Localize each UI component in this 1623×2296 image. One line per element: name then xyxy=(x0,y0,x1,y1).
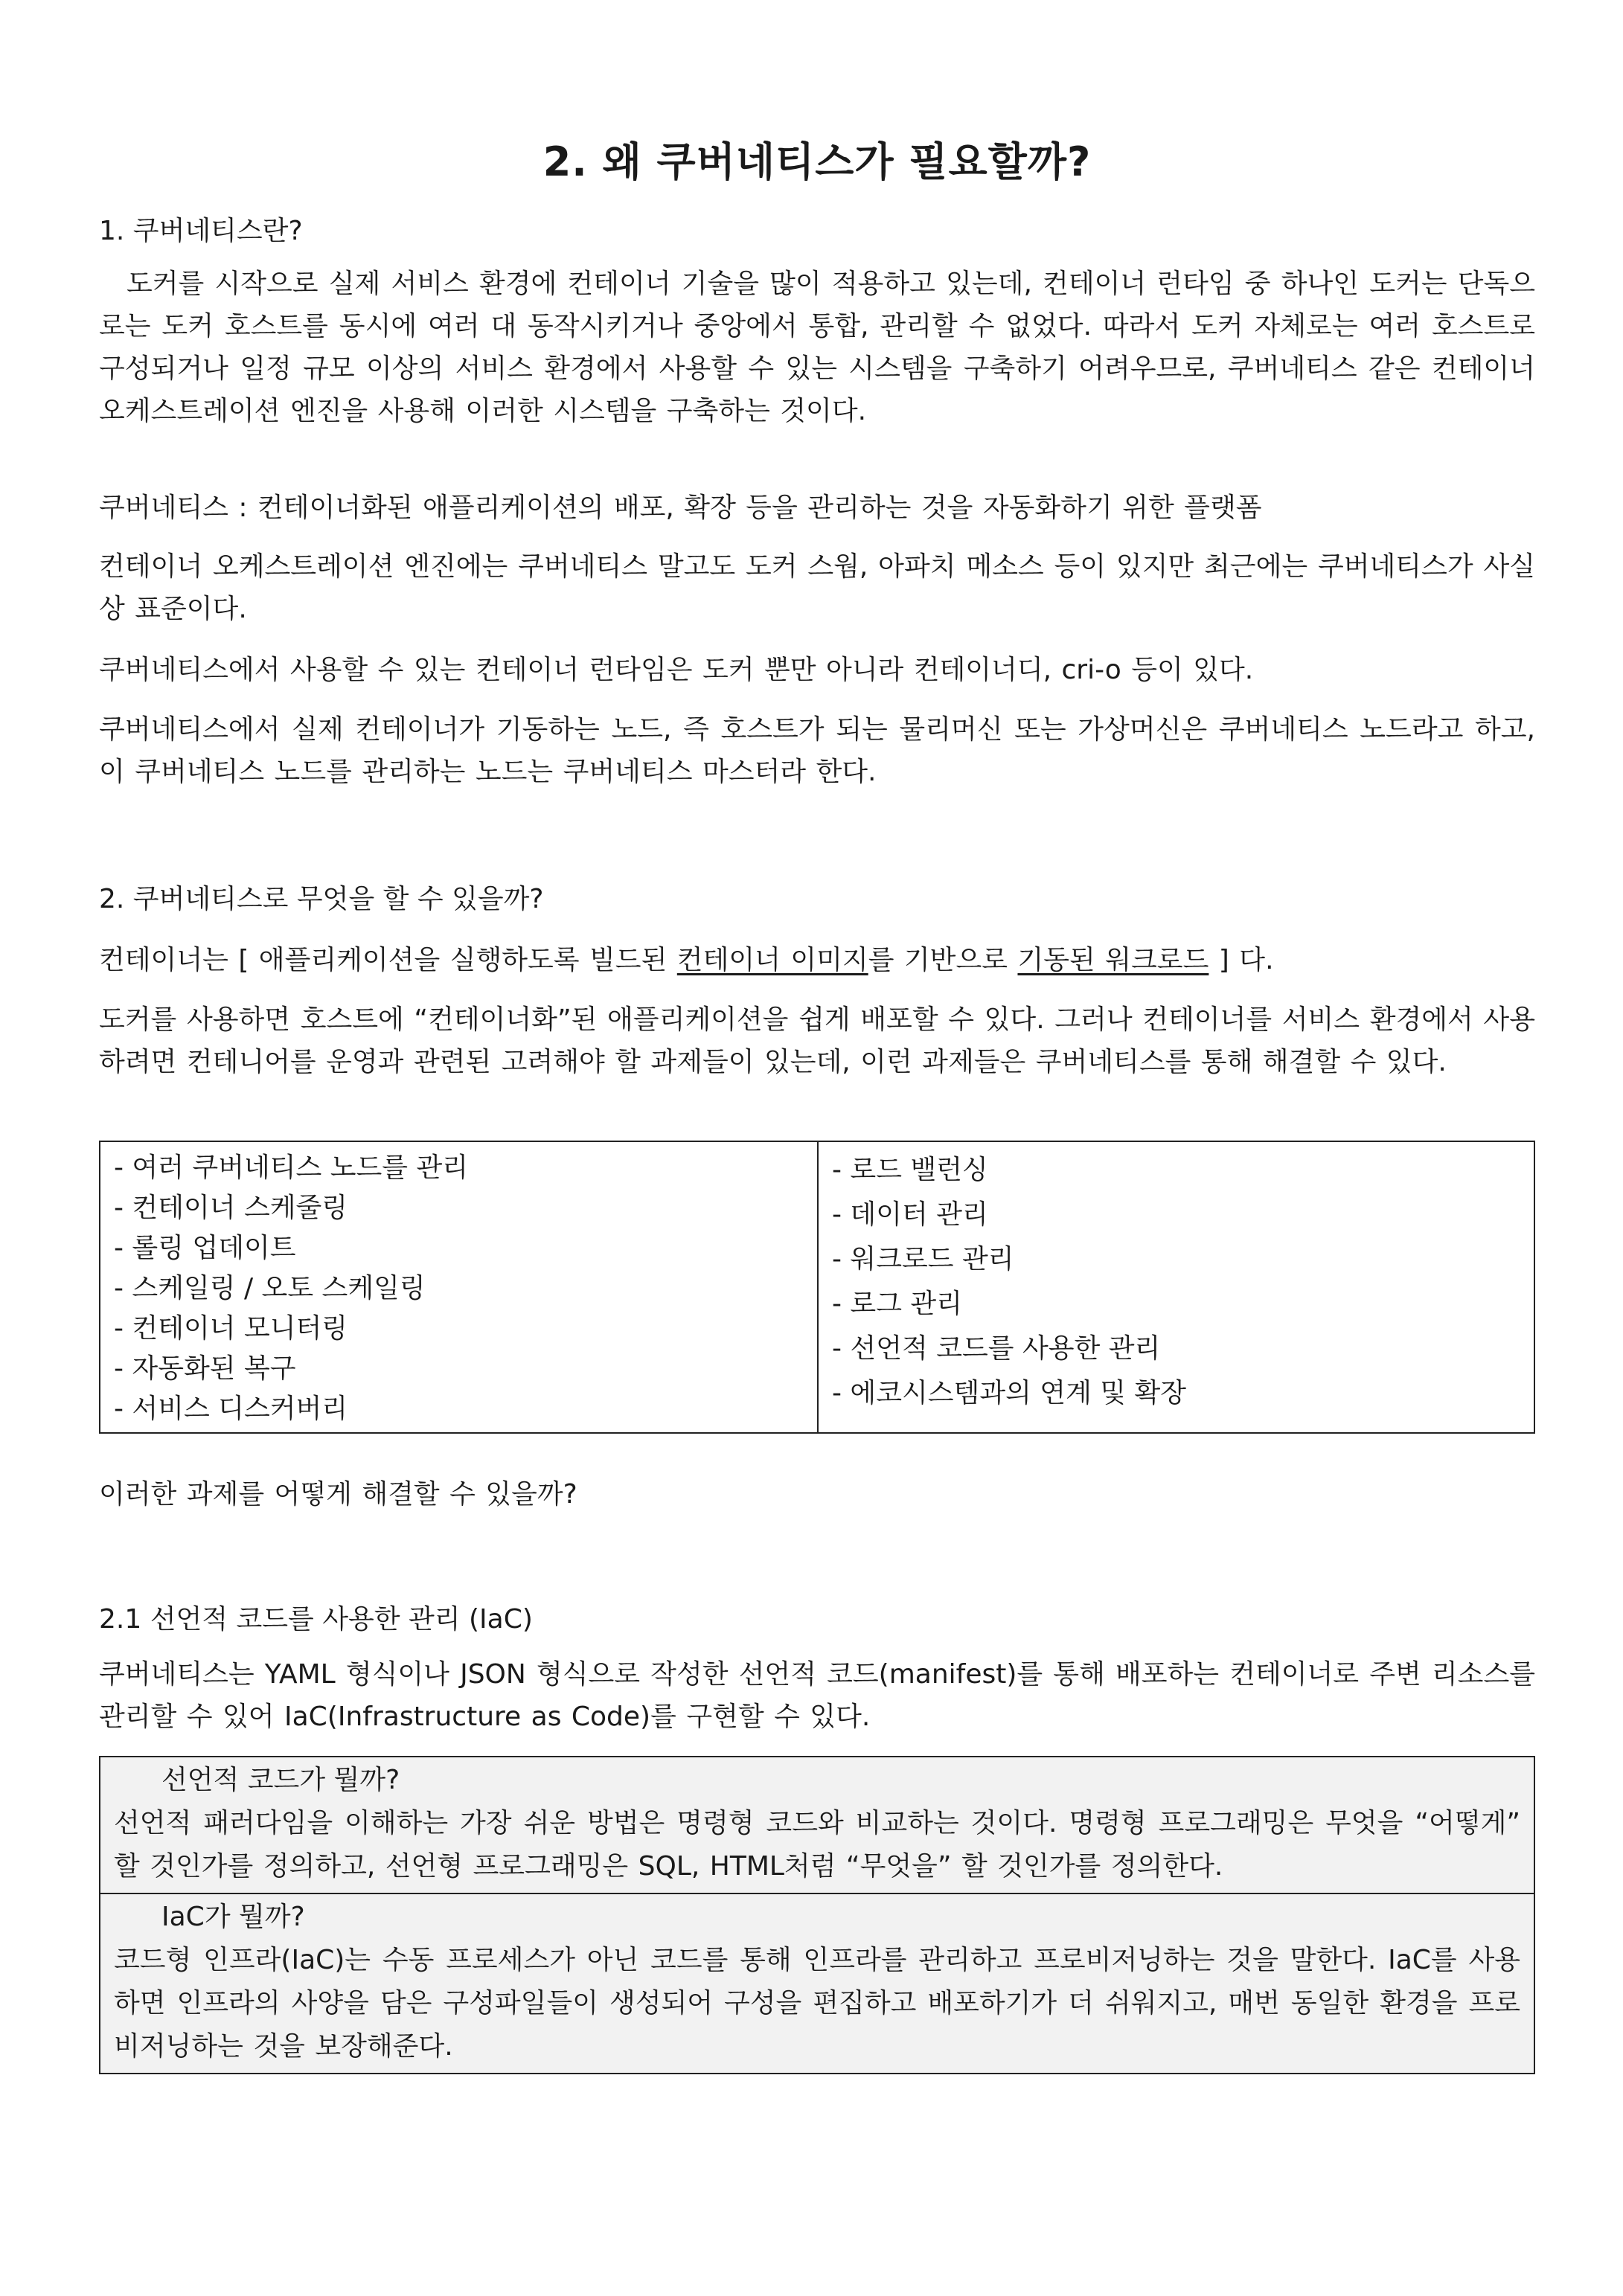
kubernetes-definition: 쿠버네티스 : 컨테이너화된 애플리케이션의 배포, 확장 등을 관리하는 것을 자동화하기 위한 플랫폼 xyxy=(99,493,1262,523)
info-box-iac xyxy=(100,1893,1534,2073)
tasks-column-right xyxy=(819,1142,1534,1432)
section-2-heading: 2. 쿠버네티스로 무엇을 할 수 있을까? xyxy=(99,884,544,914)
info-box-body: 코드형 인프라(IaC)는 수동 프로세스가 아닌 코드를 통해 인프라를 관리하고 프로비저닝하는 것을 말한다. IaC를 사용하면 인프라의 사양을 담은 구성파일들이 생성되어 구성을 편집하고 배포하기가 더 쉬워지고, 매번 동일한 환경을 프로비저닝하는 것을 보장해준다. xyxy=(114,1945,1520,2062)
runtime-paragraph: 쿠버네티스에서 사용할 수 있는 컨테이너 런타임은 도커 뿐만 아니라 컨테이너디, cri-o 등이 있다. xyxy=(99,655,1254,685)
task-item: - 에코시스템과의 연계 및 확장 xyxy=(832,1378,1187,1408)
container-definition xyxy=(99,939,1535,981)
info-box xyxy=(99,1756,1535,2074)
info-box-declarative xyxy=(100,1757,1534,1893)
page-title: 2. 왜 쿠버네티스가 필요할까? xyxy=(542,138,1092,185)
task-item: - 데이터 관리 xyxy=(832,1199,988,1230)
task-item: - 여러 쿠버네티스 노드를 관리 xyxy=(114,1152,469,1183)
container-def-prefix: 컨테이너는 [ 애플리케이션을 실행하도록 빌드된 xyxy=(99,945,677,975)
task-item: - 서비스 디스커버리 xyxy=(114,1394,348,1424)
section-2-1-heading: 2.1 선언적 코드를 사용한 관리 (IaC) xyxy=(99,1604,533,1635)
info-box-title: 선언적 코드가 뭘까? xyxy=(161,1765,400,1795)
section-1-heading: 1. 쿠버네티스란? xyxy=(99,216,303,246)
container-def-suffix: ] 다. xyxy=(1209,945,1274,975)
task-item: - 롤링 업데이트 xyxy=(114,1233,296,1263)
task-item: - 컨테이너 모니터링 xyxy=(114,1313,348,1344)
task-item: - 컨테이너 스케줄링 xyxy=(114,1193,348,1223)
task-item: - 로그 관리 xyxy=(832,1289,962,1319)
info-box-body: 선언적 패러다임을 이해하는 가장 쉬운 방법은 명령형 코드와 비교하는 것이다. 명령형 프로그래밍은 무엇을 “어떻게” 할 것인가를 정의하고, 선언형 프로그래밍은 SQL, HTML처럼 “무엇을” 할 것인가를 정의한다. xyxy=(114,1808,1520,1882)
nodes-paragraph: 쿠버네티스에서 실제 컨테이너가 기동하는 노드, 즉 호스트가 되는 물리머신 또는 가상머신은 쿠버네티스 노드라고 하고, 이 쿠버네티스 노드를 관리하는 노드는 쿠버네티스 마스터라 한다. xyxy=(99,714,1535,787)
tasks-table xyxy=(99,1141,1535,1434)
section-1-intro: 도커를 시작으로 실제 서비스 환경에 컨테이너 기술을 많이 적용하고 있는데, 컨테이너 런타임 중 하나인 도커는 단독으로는 도커 호스트를 동시에 여러 대 동작시키거나 중앙에서 통합, 관리할 수 없었다. 따라서 도커 자체로는 여러 호스트로 구성되거나 일정 규모 이상의 서비스 환경에서 사용할 수 있는 시스템을 구축하기 어려우므로, 쿠버네티스 같은 컨테이너 오케스트레이션 엔진을 사용해 이러한 시스템을 구축하는 것이다. xyxy=(99,269,1535,426)
task-item: - 자동화된 복구 xyxy=(114,1353,296,1384)
task-item: - 워크로드 관리 xyxy=(832,1244,1014,1274)
tasks-question: 이러한 과제를 어떻게 해결할 수 있을까? xyxy=(99,1479,577,1510)
section-2-1-body: 쿠버네티스는 YAML 형식이나 JSON 형식으로 작성한 선언적 코드(manifest)를 통해 배포하는 컨테이너로 주변 리소스를 관리할 수 있어 IaC(Infrastructure as Code)를 구현할 수 있다. xyxy=(99,1659,1535,1732)
task-item: - 로드 밸런싱 xyxy=(832,1155,988,1185)
task-item: - 스케일링 / 오토 스케일링 xyxy=(114,1273,426,1303)
task-item: - 선언적 코드를 사용한 관리 xyxy=(832,1333,1161,1364)
tasks-column-left xyxy=(100,1142,819,1432)
problem-paragraph: 도커를 사용하면 호스트에 “컨테이너화”된 애플리케이션을 쉽게 배포할 수 있다. 그러나 컨테이너를 서비스 환경에서 사용하려면 컨테니어를 운영과 관련된 고려해야 할 과제들이 있는데, 이런 과제들은 쿠버네티스를 통해 해결할 수 있다. xyxy=(99,1004,1535,1077)
info-box-title: IaC가 뭘까? xyxy=(161,1902,305,1932)
orchestration-paragraph: 컨테이너 오케스트레이션 엔진에는 쿠버네티스 말고도 도커 스웜, 아파치 메소스 등이 있지만 최근에는 쿠버네티스가 사실상 표준이다. xyxy=(99,551,1535,624)
container-def-middle: 를 기반으로 xyxy=(868,945,1018,975)
workload-term: 기동된 워크로드 xyxy=(1017,945,1209,975)
container-image-term: 컨테이너 이미지 xyxy=(676,945,868,975)
